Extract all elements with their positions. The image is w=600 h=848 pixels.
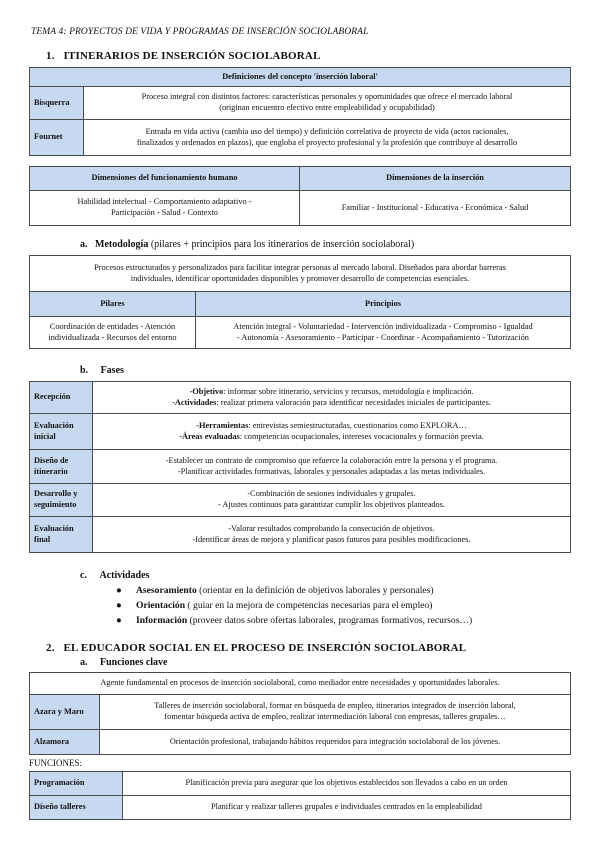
- bullet-icon: ●: [116, 615, 122, 626]
- definition-author: Fournet: [30, 120, 84, 156]
- phase-text: [93, 382, 571, 414]
- definition-line: finalizados y ordenados en plazos), que engloba el proyecto profesional y la profesión que contribuye al desarrollo: [136, 137, 518, 147]
- key-function-line: fomentar búsqueda activa de empleo, realizar intermediación laboral con empresas, talleres grupales…: [164, 712, 506, 721]
- activities-heading: [80, 570, 149, 581]
- methodology-table: [29, 255, 571, 349]
- phase-row: [30, 382, 571, 414]
- activity-text: Información (proveer datos sobre ofertas laborales, programas formativos, recursos…): [136, 615, 473, 626]
- definition-line: Proceso integral con distintos factores: características personales y oportunidades que ofrece el mercado laboral: [141, 92, 513, 102]
- methodology-heading: [80, 239, 414, 250]
- key-function-author: Alzamora: [30, 730, 100, 755]
- dimensions-insertion-header: Dimensiones de la inserción: [300, 167, 571, 191]
- phases-heading: [80, 365, 124, 376]
- activities-letter: c.: [80, 570, 87, 581]
- phase-line: -Planificar actividades formativas, laborales y personales adaptadas a las metas individuales.: [177, 466, 486, 476]
- function-label: Diseño talleres: [30, 796, 123, 820]
- key-function-author: Azara y Maro: [30, 695, 100, 730]
- phase-line: -Actividades: realizar primera valoración para identificar necesidades iniciales de participantes.: [172, 397, 491, 407]
- function-row: [30, 772, 571, 796]
- section2-number: 2.: [46, 642, 55, 654]
- phase-line: -Herramientas: entrevistas semiestructuradas, cuestionarios como EXPLORA…: [196, 420, 467, 430]
- section2-heading: [46, 642, 466, 654]
- definition-line: Entrada en vida activa (cambia uso del tiempo) y definición correlativa de proyecto de vida (actos racionales,: [145, 126, 509, 136]
- key-functions-letter: a.: [80, 657, 88, 668]
- phase-text: [93, 484, 571, 517]
- phase-row: [30, 450, 571, 484]
- phase-text: [93, 450, 571, 484]
- definition-row: [30, 87, 571, 120]
- phase-text: [93, 414, 571, 450]
- bullet-icon: ●: [116, 600, 122, 611]
- section1-heading: [46, 50, 321, 62]
- methodology-intro-line: Procesos estructurados y personalizados para facilitar integrar personas al mercado laboral. Diseñados para abordar barreras: [94, 262, 506, 272]
- section2-title: EL EDUCADOR SOCIAL EN EL PROCESO DE INSERCIÓN SOCIOLABORAL: [63, 642, 467, 654]
- function-row: [30, 796, 571, 820]
- key-functions-table: [29, 672, 571, 755]
- function-value: Planificar y realizar talleres grupales e individuales centrados en la empleabilidad: [123, 796, 571, 820]
- phase-line: - Ajustes continuos para garantizar cumplir los objetivos planteados.: [218, 500, 445, 509]
- key-functions-intro: Agente fundamental en procesos de inserción sociolaboral, como mediador entre necesidades y oportunidades laborales.: [30, 673, 571, 695]
- dimensions-table: [29, 166, 571, 226]
- phase-line: -Áreas evaluadas: competencias ocupacionales, intereses vocacionales y formación previa.: [179, 431, 484, 441]
- functions-label: FUNCIONES:: [29, 758, 83, 768]
- phase-row: [30, 484, 571, 517]
- pillars-value: [30, 317, 196, 349]
- dimension-line: Habilidad intelectual - Comportamiento adaptativo -: [77, 197, 252, 207]
- definition-author: Bisquerra: [30, 87, 84, 120]
- bullet-icon: ●: [116, 585, 122, 596]
- section1-title: ITINERARIOS DE INSERCIÓN SOCIOLABORAL: [63, 50, 321, 62]
- dimensions-insertion-value: Familiar - Institucional - Educativa - Económica - Salud: [300, 191, 571, 226]
- principles-header: Principios: [196, 292, 571, 317]
- dimensions-human-header: Dimensiones del funcionamiento humano: [30, 167, 300, 191]
- phase-label: Desarrollo y seguimiento: [30, 484, 93, 517]
- phase-label: Evaluación inicial: [30, 414, 93, 450]
- phase-line: -Identificar áreas de mejora y planificar pasos futuros para posibles modificaciones.: [192, 534, 471, 544]
- phase-line: -Establecer un contrato de compromiso que refuerce la colaboración entre la persona y el programa.: [165, 455, 498, 465]
- principles-value: [196, 317, 571, 349]
- pillars-line: individualizada - Recursos del entorno: [48, 332, 177, 342]
- phase-label: Recepción: [30, 382, 93, 414]
- methodology-intro-line: individuales, identificar oportunidades disponibles y promover desarrollo de competencias esenciales.: [130, 273, 470, 283]
- definition-line: (originan encuentro efectivo entre empleabilidad y ocupabilidad): [219, 103, 435, 112]
- definition-text: [84, 120, 571, 156]
- function-value: Planificación previa para asegurar que los objetivos establecidos son llevados a cabo en un orden: [123, 772, 571, 796]
- key-function-row: [30, 695, 571, 730]
- principles-line: Atención integral - Voluntariedad - Intervención individualizada - Compromiso - Igualdad: [233, 321, 533, 331]
- definition-row: [30, 120, 571, 156]
- methodology-intro: [30, 256, 571, 292]
- activity-text: Orientación ( guiar en la mejora de competencias necesarias para el empleo): [136, 600, 433, 611]
- key-function-line: Talleres de inserción sociolaboral, formar en búsqueda de empleo, itinerarios integrados de inserción laboral,: [154, 701, 516, 711]
- pillars-header: Pilares: [30, 292, 196, 317]
- methodology-subtitle: (pilares + principios para los itinerarios de inserción sociolaboral): [148, 239, 415, 250]
- phase-row: [30, 414, 571, 450]
- phases-title: Fases: [100, 365, 124, 376]
- key-function-text: [100, 695, 571, 730]
- phase-text: [93, 517, 571, 553]
- definitions-header: Definiciones del concepto 'inserción laboral': [30, 68, 571, 87]
- dimension-line: Participación - Salud - Contexto: [111, 208, 218, 217]
- section1-number: 1.: [46, 50, 55, 62]
- methodology-letter: a.: [80, 239, 88, 250]
- activity-text: Asesoramiento (orientar en la definición de objetivos laborales y personales): [136, 585, 434, 596]
- methodology-title: Metodología: [95, 239, 149, 250]
- phase-line: -Combinación de sesiones individuales y grupales.: [247, 489, 416, 499]
- phases-letter: b.: [80, 365, 89, 376]
- key-functions-heading: [80, 657, 168, 668]
- functions-table: [29, 771, 571, 820]
- phase-line: -Valorar resultados comprobando la consecución de objetivos.: [228, 523, 435, 533]
- topic-header: TEMA 4: PROYECTOS DE VIDA Y PROGRAMAS DE INSERCIÓN SOCIOLABORAL: [31, 27, 369, 37]
- dimensions-human-value: [30, 191, 300, 226]
- phase-label: Evaluación final: [30, 517, 93, 553]
- key-function-row: [30, 730, 571, 755]
- phase-row: [30, 517, 571, 553]
- activities-title: Actividades: [99, 570, 150, 581]
- definitions-table: [29, 67, 571, 156]
- key-function-text: Orientación profesional, trabajando hábitos requeridos para integración sociolaboral de los jóvenes.: [100, 730, 571, 755]
- key-functions-title: Funciones clave: [100, 657, 168, 668]
- definition-text: [84, 87, 571, 120]
- function-label: Programación: [30, 772, 123, 796]
- principles-line: - Autonomía - Asesoramiento - Participar - Coordinar - Acompañamiento - Tutorización: [237, 332, 529, 342]
- phase-label: Diseño de itinerario: [30, 450, 93, 484]
- phases-table: [29, 381, 571, 553]
- phase-line: -Objetivo: informar sobre itinerario, servicios y recursos, metodología e implicación.: [189, 386, 474, 396]
- pillars-line: Coordinación de entidades - Atención: [49, 321, 176, 331]
